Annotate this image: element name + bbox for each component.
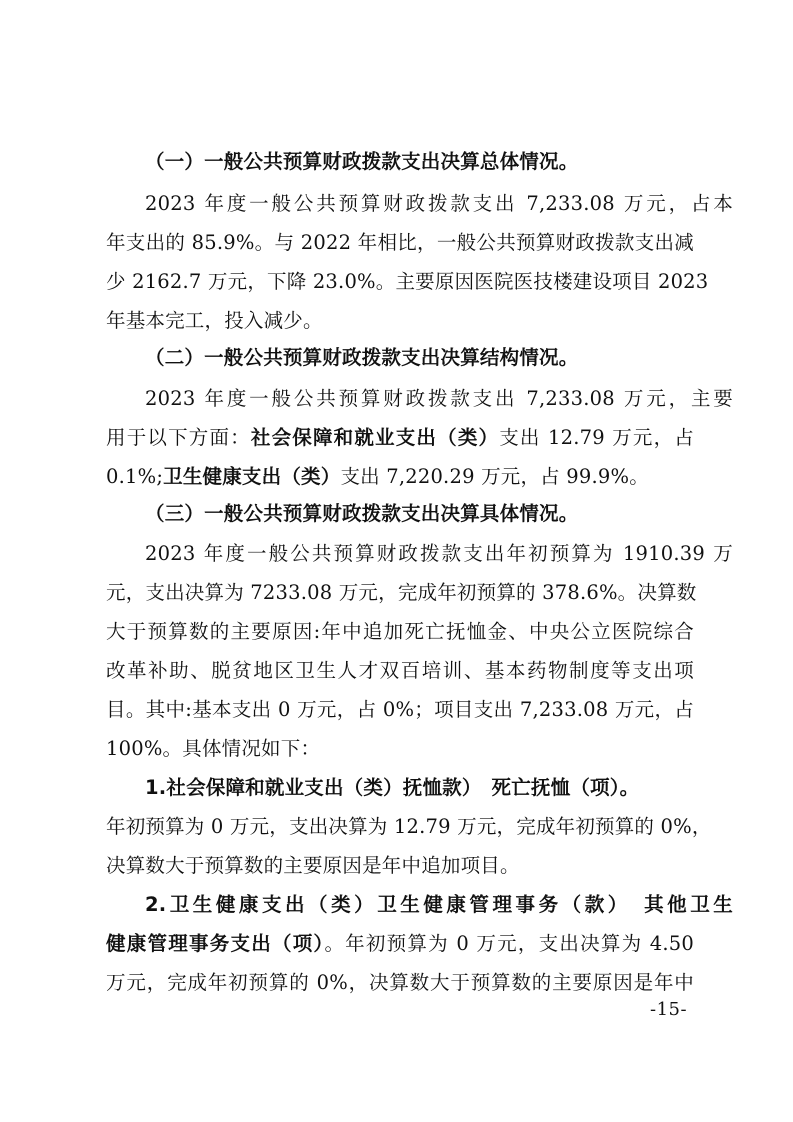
section-2-line-3-suffix: 支出 7,220.29 万元，占 99.9%。 <box>340 465 649 488</box>
section-2-line-2-prefix: 用于以下方面： <box>106 426 251 449</box>
section-3-heading: （三）一般公共预算财政拨款支出决算具体情况。 <box>145 502 579 525</box>
item-1-heading: 1.社会保障和就业支出（类）抚恤款） 死亡抚恤（项）。 <box>145 776 640 799</box>
item-2-line-2: 万元，完成年初预算的 0%，决算数大于预算数的主要原因是年中 <box>106 971 694 994</box>
category-health: 卫生健康支出（类） <box>163 465 341 488</box>
section-2-line-2 <box>106 424 694 452</box>
section-3-line-2: 元，支出决算为 7233.08 万元，完成年初预算的 378.6%。决算数 <box>106 581 697 604</box>
section-2-line-2-suffix: 支出 12.79 万元，占 <box>499 426 695 449</box>
section-1-line-1: 2023 年度一般公共预算财政拨款支出 7,233.08 万元，占本 <box>145 192 733 215</box>
section-3-line-6: 100%。具体情况如下： <box>106 737 321 760</box>
section-3-line-5: 目。其中:基本支出 0 万元，占 0%；项目支出 7,233.08 万元，占 <box>106 698 694 721</box>
section-3-line-4: 改革补助、脱贫地区卫生人才双百培训、基本药物制度等支出项 <box>106 659 694 682</box>
item-1-line-1: 年初预算为 0 万元，支出决算为 12.79 万元，完成年初预算的 0%， <box>106 815 712 838</box>
item-2-line-1 <box>106 930 694 958</box>
section-2-heading: （二）一般公共预算财政拨款支出决算结构情况。 <box>145 346 579 369</box>
item-2-heading: 2.卫生健康支出（类）卫生健康管理事务（款） 其他卫生 <box>145 893 733 916</box>
item-2-heading-continued: 健康管理事务支出（项） <box>106 932 325 955</box>
section-1-heading: （一）一般公共预算财政拨款支出决算总体情况。 <box>145 150 579 173</box>
section-2-line-1: 2023 年度一般公共预算财政拨款支出 7,233.08 万元，主要 <box>145 387 733 410</box>
item-2-line-1-rest: 。年初预算为 0 万元，支出决算为 4.50 <box>324 932 694 955</box>
category-social-security: 社会保障和就业支出（类） <box>250 426 500 449</box>
page-number: -15- <box>650 999 688 1020</box>
section-1-line-2: 年支出的 85.9%。与 2022 年相比，一般公共预算财政拨款支出减 <box>106 231 694 254</box>
section-3-line-3: 大于预算数的主要原因:年中追加死亡抚恤金、中央公立医院综合 <box>106 620 694 643</box>
section-1-line-4: 年基本完工，投入减少。 <box>106 309 323 332</box>
section-3-line-1: 2023 年度一般公共预算财政拨款支出年初预算为 1910.39 万 <box>145 542 733 565</box>
item-1-line-2: 决算数大于预算数的主要原因是年中追加项目。 <box>106 854 520 877</box>
section-1-line-3: 少 2162.7 万元，下降 23.0%。主要原因医院医技楼建设项目 2023 <box>106 270 709 293</box>
section-2-line-3 <box>106 463 694 491</box>
section-2-line-3-prefix: 0.1%; <box>106 465 164 488</box>
